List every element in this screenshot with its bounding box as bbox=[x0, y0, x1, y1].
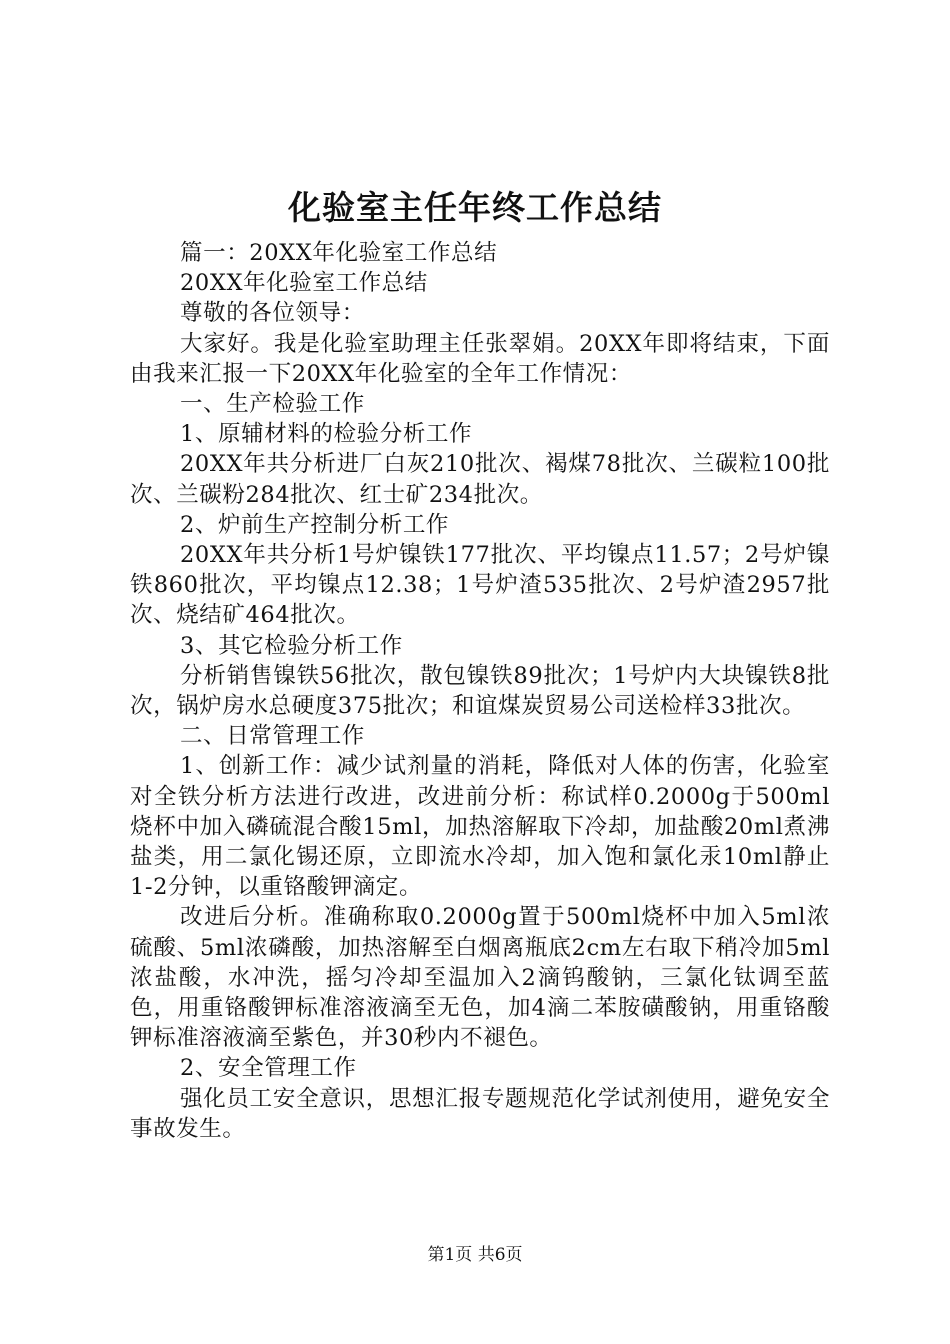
paragraph-other-analysis: 分析销售镍铁56批次，散包镍铁89批次；1号炉内大块镍铁8批次，锅炉房水总硬度375批次；和谊煤炭贸易公司送检样33批次。 bbox=[130, 662, 830, 720]
paragraph-innovation: 1、创新工作：减少试剂量的消耗，降低对人体的伤害，化验室对全铁分析方法进行改进，改进前分析：称试样0.2000g于500ml烧杯中加入磷硫混合酸15ml，加热溶解取下冷却，加盐酸20ml煮沸盐类，用二氯化锡还原，立即流水冷却，加入饱和氯化汞10ml静止1-2分钟，以重铬酸钾滴定。 bbox=[130, 753, 830, 901]
paragraph-intro: 大家好。我是化验室助理主任张翠娟。20XX年即将结束，下面由我来汇报一下20XX年化验室的全年工作情况： bbox=[130, 330, 830, 387]
paragraph-section-heading: 篇一：20XX年化验室工作总结 bbox=[180, 240, 498, 266]
heading-other-analysis: 3、其它检验分析工作 bbox=[180, 632, 403, 659]
paragraph-safety: 强化员工安全意识，思想汇报专题规范化学试剂使用，避免安全事故发生。 bbox=[130, 1085, 830, 1142]
paragraph-furnace-control: 20XX年共分析1号炉镍铁177批次、平均镍点11.57；2号炉镍铁860批次，平均镍点12.38；1号炉渣535批次、2号炉渣2957批次、烧结矿464批次。 bbox=[130, 542, 830, 629]
document-body bbox=[130, 238, 830, 1144]
paragraph-raw-materials: 20XX年共分析进厂白灰210批次、褐煤78批次、兰碳粒100批次、兰碳粉284批次、红士矿234批次。 bbox=[130, 451, 830, 508]
paragraph-salutation: 尊敬的各位领导： bbox=[180, 300, 365, 327]
page-number: 第1页 共6页 bbox=[427, 1245, 523, 1265]
heading-daily-management: 二、日常管理工作 bbox=[180, 723, 365, 750]
paragraph-improved-method: 改进后分析。准确称取0.2000g置于500ml烧杯中加入5ml浓硫酸、5ml浓磷酸，加热溶解至白烟离瓶底2cm左右取下稍冷加5ml浓盐酸，水冲洗，摇匀冷却至温加入2滴钨酸钠，三氯化钛调至蓝色，用重铬酸钾标准溶液滴至无色，加4滴二苯胺磺酸钠，用重铬酸钾标准溶液滴至紫色，并30秒内不褪色。 bbox=[130, 904, 830, 1052]
heading-raw-materials: 1、原辅材料的检验分析工作 bbox=[180, 421, 473, 448]
paragraph-subtitle: 20XX年化验室工作总结 bbox=[180, 270, 428, 297]
heading-production-inspection: 一、生产检验工作 bbox=[180, 391, 365, 418]
heading-furnace-control: 2、炉前生产控制分析工作 bbox=[180, 511, 450, 538]
document-title: 化验室主任年终工作总结 bbox=[288, 188, 662, 227]
heading-safety-management: 2、安全管理工作 bbox=[180, 1055, 357, 1082]
